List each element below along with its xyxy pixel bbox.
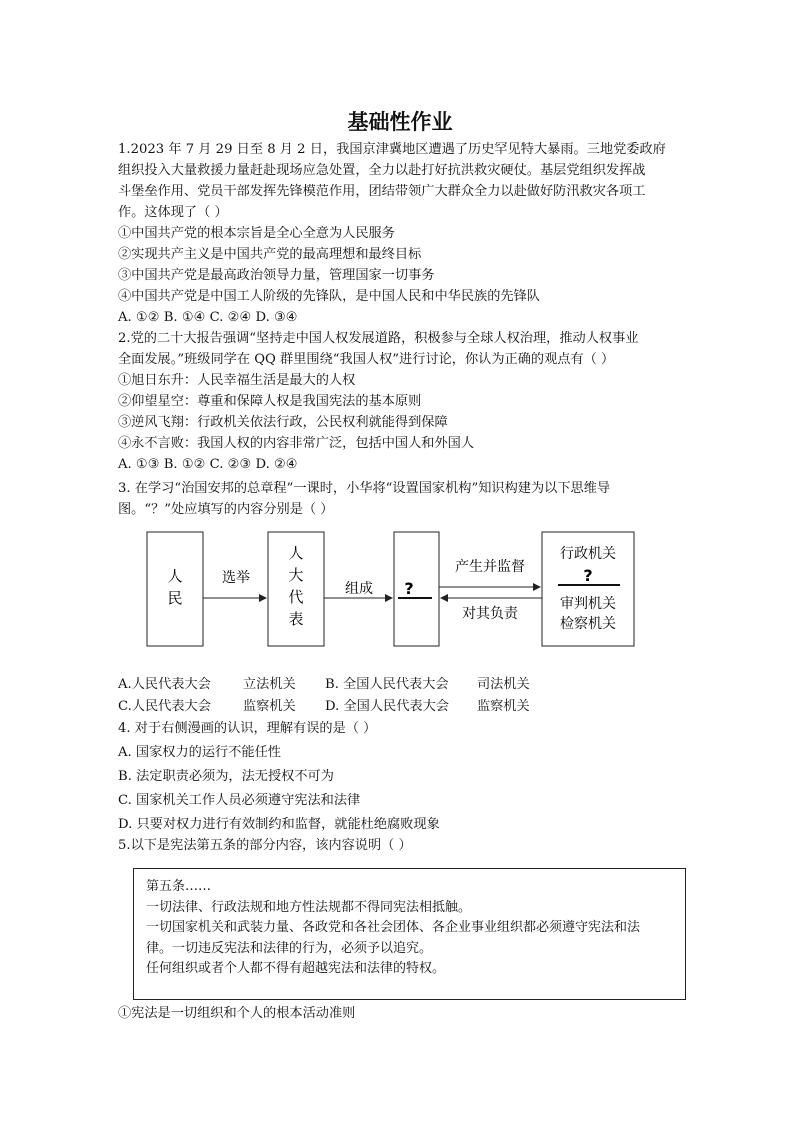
arrow-responsible-label: 对其负责 xyxy=(462,606,518,622)
box-unknown-organ xyxy=(394,532,439,646)
q3-choice-a: A.人民代表大会 xyxy=(118,677,211,692)
q1-option-3: ③中国共产党是最高政治领导力量，管理国家一切事务 xyxy=(118,268,435,283)
q5-stem: 5.以下是宪法第五条的部分内容，该内容说明（ ） xyxy=(118,838,412,853)
q4-option-a: A. 国家权力的运行不能任性 xyxy=(118,745,281,760)
q3-line-1: 3. 在学习“治国安邦的总章程”一课时，小华将“设置国家机构”知识构建为以下思维导 xyxy=(118,481,611,496)
quote-line-4: 律。一切违反宪法和法律的行为，必须予以追究。 xyxy=(146,940,433,956)
quote-line-3: 一切国家机关和武装力量、各政党和各社会团体、各企业事业组织都必须遵守宪法和法 xyxy=(146,920,641,936)
q2-choices: A. ①③ B. ①② C. ②③ D. ②④ xyxy=(118,457,298,472)
q3-choice-a-2: 立法机关 xyxy=(243,677,296,692)
quote-line-2: 一切法律、行政法规和地方性法规都不得同宪法相抵触。 xyxy=(146,899,472,915)
q2-option-4: ④永不言败：我国人权的内容非常广泛，包括中国人和外国人 xyxy=(118,436,475,451)
arrow-compose-label: 组成 xyxy=(345,581,373,597)
quote-line-1: 第五条…… xyxy=(146,879,212,894)
box-judicial-organ: 审判机关 xyxy=(560,596,616,612)
q4-option-d: D. 只要对权力进行有效制约和监督，就能杜绝腐败现象 xyxy=(118,817,440,832)
q2-option-1: ①旭日东升：人民幸福生活是最大的人权 xyxy=(118,373,356,388)
q4-stem: 4. 对于右侧漫画的认识，理解有误的是（ ） xyxy=(118,721,377,736)
box-people-char-1: 人 xyxy=(167,567,183,585)
box-state-mark: ? xyxy=(583,566,593,585)
q3-choice-b-2: 司法机关 xyxy=(477,677,530,692)
q2-line-1: 2.党的二十大报告强调“坚持走中国人权发展道路，积极参与全球人权治理，推动人权事业 xyxy=(118,331,639,346)
box-deputies-char-4: 表 xyxy=(288,610,304,628)
q2-option-3: ③逆风飞翔：行政机关依法行政，公民权利就能得到保障 xyxy=(118,415,448,430)
q1-option-1: ①中国共产党的根本宗旨是全心全意为人民服务 xyxy=(118,226,395,241)
q5-option-1: ①宪法是一切组织和个人的根本活动准则 xyxy=(118,1006,356,1021)
q3-choices-row-2 xyxy=(118,697,688,717)
q3-choice-d: D. 全国人民代表大会 xyxy=(325,699,449,714)
q3-choices-row-1 xyxy=(118,675,688,695)
q2-line-2: 全面发展。”班级同学在 QQ 群里围绕“我国人权”进行讨论，你认为正确的观点有（ ） xyxy=(118,352,615,367)
q3-line-2: 图。“？”处应填写的内容分别是（ ） xyxy=(118,502,334,517)
q1-line-2: 组织投入大量救援力量赶赴现场应急处置，全力以赴打好抗洪救灾硬仗。基层党组织发挥战 xyxy=(118,163,646,178)
arrow-produce-supervise-label: 产生并监督 xyxy=(455,559,525,575)
page-title: 基础性作业 xyxy=(347,110,453,134)
q1-choices: A. ①② B. ①④ C. ②④ D. ③④ xyxy=(118,310,298,325)
q4-option-c: C. 国家机关工作人员必须遵守宪法和法律 xyxy=(118,793,361,808)
box-deputies-char-1: 人 xyxy=(288,544,304,562)
box-procuratorial-organ: 检察机关 xyxy=(560,616,616,632)
q1-line-1: 1.2023 年 7 月 29 日至 8 月 2 日，我国京津冀地区遭遇了历史罕见特大暴雨。三地党委政府 xyxy=(118,142,666,157)
q4-option-b: B. 法定职责必须为，法无授权不可为 xyxy=(118,769,334,784)
q3-choice-d-2: 监察机关 xyxy=(477,699,530,714)
q3-choice-c-2: 监察机关 xyxy=(243,699,296,714)
box-deputies-char-2: 大 xyxy=(288,566,304,584)
box-unknown-mark: ? xyxy=(404,579,414,598)
q3-choice-c: C.人民代表大会 xyxy=(118,699,211,714)
box-admin-organ: 行政机关 xyxy=(560,546,616,562)
q1-option-2: ②实现共产主义是中国共产党的最高理想和最终目标 xyxy=(118,247,422,262)
q1-line-4: 作。这体现了（ ） xyxy=(118,205,228,220)
box-deputies-char-3: 代 xyxy=(288,588,304,606)
q1-line-3: 斗堡垒作用、党员干部发挥先锋模范作用，团结带领广大群众全力以赴做好防汛救灾各项工 xyxy=(118,184,646,199)
q1-option-4: ④中国共产党是中国工人阶级的先锋队，是中国人民和中华民族的先锋队 xyxy=(118,289,540,304)
constitution-article-quote xyxy=(133,868,686,1000)
quote-line-5: 任何组织或者个人都不得有超越宪法和法律的特权。 xyxy=(146,961,446,977)
box-people-char-2: 民 xyxy=(167,589,183,607)
q2-option-2: ②仰望星空：尊重和保障人权是我国宪法的基本原则 xyxy=(118,394,422,409)
q3-choice-b: B. 全国人民代表大会 xyxy=(325,677,449,692)
arrow-elect-label: 选举 xyxy=(222,570,250,586)
